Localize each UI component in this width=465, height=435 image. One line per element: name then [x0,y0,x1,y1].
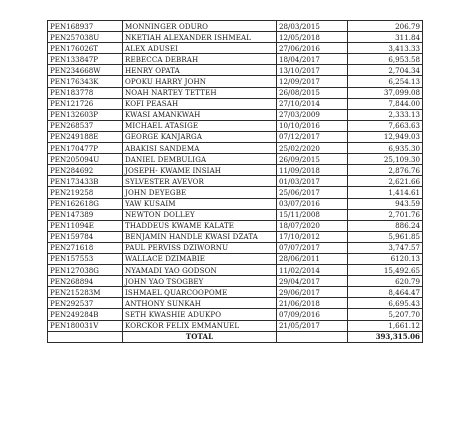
name-cell: KWASI AMANKWAH [123,109,277,120]
date-cell: 26/08/2015 [277,87,348,98]
table-row [48,320,423,331]
amount-cell: 2,704.34 [348,65,423,76]
name-cell: NEWTON DOLLEY [123,209,277,220]
name-cell: HENRY OPATA [123,65,277,76]
pension-id-cell: PEN180031V [48,320,123,331]
table-row [48,65,423,76]
name-cell: YAW KUSAIM [123,198,277,209]
name-cell: MONNINGER ODURO [123,21,277,32]
amount-cell: 886.24 [348,220,423,231]
pension-id-cell: PEN133847P [48,54,123,65]
date-cell: 10/10/2016 [277,120,348,131]
pension-id-cell: PEN157553 [48,253,123,264]
pension-id-cell: PEN173433B [48,176,123,187]
table-row [48,120,423,131]
amount-cell: 25,109.30 [348,154,423,165]
name-cell: JOHN DEYEGBE [123,187,277,198]
pension-id-cell: PEN268894 [48,276,123,287]
amount-cell: 3,413.33 [348,43,423,54]
amount-cell: 8,464.47 [348,287,423,298]
name-cell: ANTHONY SUNKAH [123,298,277,309]
table-row [48,143,423,154]
date-cell: 25/06/2017 [277,187,348,198]
amount-cell: 37,099.08 [348,87,423,98]
date-cell: 25/02/2020 [277,143,348,154]
date-cell: 03/07/2016 [277,198,348,209]
pension-id-cell: PEN219258 [48,187,123,198]
total-label: TOTAL [123,331,277,342]
total-row [48,331,423,342]
pension-id-cell: PEN268537 [48,120,123,131]
table-row [48,276,423,287]
table-row [48,253,423,264]
table-row [48,209,423,220]
amount-cell: 6,953.58 [348,54,423,65]
table-row [48,43,423,54]
pension-id-cell: PEN249188E [48,131,123,142]
amount-cell: 7,844.00 [348,98,423,109]
total-empty-cell [48,331,123,342]
amount-cell: 2,621.66 [348,176,423,187]
pension-id-cell: PEN284692 [48,165,123,176]
amount-cell: 2,876.76 [348,165,423,176]
date-cell: 27/10/2014 [277,98,348,109]
pension-id-cell: PEN271618 [48,242,123,253]
amount-cell: 6,935.30 [348,143,423,154]
table-row [48,76,423,87]
table-row [48,21,423,32]
name-cell: PAUL PERVISS DZIWORNU [123,242,277,253]
name-cell: OPOKU HARRY JOHN [123,76,277,87]
date-cell: 11/09/2018 [277,165,348,176]
name-cell: GEORGE KANJARGA [123,131,277,142]
name-cell: JOHN YAO TSOGBEY [123,276,277,287]
name-cell: SETH KWASHIE ADUKPO [123,309,277,320]
date-cell: 17/10/2012 [277,231,348,242]
date-cell: 29/04/2017 [277,276,348,287]
table-row [48,154,423,165]
table-row [48,87,423,98]
name-cell: JOSEPH- KWAME INSIAH [123,165,277,176]
date-cell: 27/03/2009 [277,109,348,120]
date-cell: 21/05/2017 [277,320,348,331]
name-cell: ALEX ADUSEI [123,43,277,54]
amount-cell: 1,414.61 [348,187,423,198]
date-cell: 13/10/2017 [277,65,348,76]
name-cell: ABAKISI SANDEMA [123,143,277,154]
table-row [48,131,423,142]
table-row [48,242,423,253]
date-cell: 27/06/2016 [277,43,348,54]
name-cell: BENJAMIN HANDLE KWASI DZATA [123,231,277,242]
table-row [48,298,423,309]
name-cell: NKETIAH ALEXANDER ISHMEAL [123,32,277,43]
date-cell: 07/09/2016 [277,309,348,320]
pension-id-cell: PEN234668W [48,65,123,76]
table-row [48,176,423,187]
pension-id-cell: PEN127038G [48,265,123,276]
name-cell: KORCKOR FELIX EMMANUEL [123,320,277,331]
amount-cell: 1,661.12 [348,320,423,331]
date-cell: 12/09/2017 [277,76,348,87]
pension-id-cell: PEN132603P [48,109,123,120]
amount-cell: 6120.13 [348,253,423,264]
date-cell: 07/07/2017 [277,242,348,253]
amount-cell: 5,961.85 [348,231,423,242]
table-row [48,98,423,109]
amount-cell: 6,695.43 [348,298,423,309]
table-row [48,309,423,320]
table-row [48,198,423,209]
table-row [48,32,423,43]
date-cell: 26/09/2015 [277,154,348,165]
total-amount: 393,315.06 [348,331,423,342]
pension-table-body [48,21,423,332]
pension-id-cell: PEN121726 [48,98,123,109]
pension-id-cell: PEN183778 [48,87,123,98]
amount-cell: 5,207.70 [348,309,423,320]
amount-cell: 2,701.76 [348,209,423,220]
table-row [48,220,423,231]
name-cell: NOAH NARTEY TETTEH [123,87,277,98]
date-cell: 18/04/2017 [277,54,348,65]
pension-id-cell: PEN257038U [48,32,123,43]
table-row [48,287,423,298]
pension-id-cell: PEN292537 [48,298,123,309]
pension-id-cell: PEN162618G [48,198,123,209]
date-cell: 18/07/2020 [277,220,348,231]
date-cell: 21/06/2018 [277,298,348,309]
date-cell: 11/02/2014 [277,265,348,276]
table-row [48,165,423,176]
pension-id-cell: PEN11094E [48,220,123,231]
table-row [48,231,423,242]
pension-id-cell: PEN176343K [48,76,123,87]
pension-id-cell: PEN215283M [48,287,123,298]
name-cell: NYAMADI YAO GODSON [123,265,277,276]
name-cell: KOFI PEASAH [123,98,277,109]
amount-cell: 6,254.13 [348,76,423,87]
amount-cell: 15,492.65 [348,265,423,276]
name-cell: MICHAEL ATASIGE [123,120,277,131]
pension-id-cell: PEN176026T [48,43,123,54]
pension-id-cell: PEN168937 [48,21,123,32]
date-cell: 01/03/2017 [277,176,348,187]
pension-id-cell: PEN170477P [48,143,123,154]
amount-cell: 206.79 [348,21,423,32]
amount-cell: 3,747.57 [348,242,423,253]
table-row [48,109,423,120]
pension-id-cell: PEN249284B [48,309,123,320]
name-cell: THADDEUS KWAME KALATE [123,220,277,231]
date-cell: 12/05/2018 [277,32,348,43]
table-row [48,187,423,198]
amount-cell: 943.59 [348,198,423,209]
pension-id-cell: PEN205094U [48,154,123,165]
date-cell: 29/06/2017 [277,287,348,298]
date-cell: 28/03/2015 [277,21,348,32]
date-cell: 07/12/2017 [277,131,348,142]
amount-cell: 2,333.13 [348,109,423,120]
pension-table [47,20,423,343]
date-cell: 28/06/2011 [277,253,348,264]
amount-cell: 12,949.03 [348,131,423,142]
amount-cell: 620.79 [348,276,423,287]
date-cell: 15/11/2008 [277,209,348,220]
pension-id-cell: PEN159784 [48,231,123,242]
total-empty-cell [277,331,348,342]
table-row [48,265,423,276]
amount-cell: 7,663.63 [348,120,423,131]
name-cell: DANIEL DEMBULIGA [123,154,277,165]
name-cell: SYLVESTER AVEVOR [123,176,277,187]
table-row [48,54,423,65]
pension-id-cell: PEN147389 [48,209,123,220]
name-cell: WALLACE DZIMABIE [123,253,277,264]
amount-cell: 311.84 [348,32,423,43]
name-cell: ISHMAEL QUARCOOPOME [123,287,277,298]
name-cell: REBECCA DEBRAH [123,54,277,65]
